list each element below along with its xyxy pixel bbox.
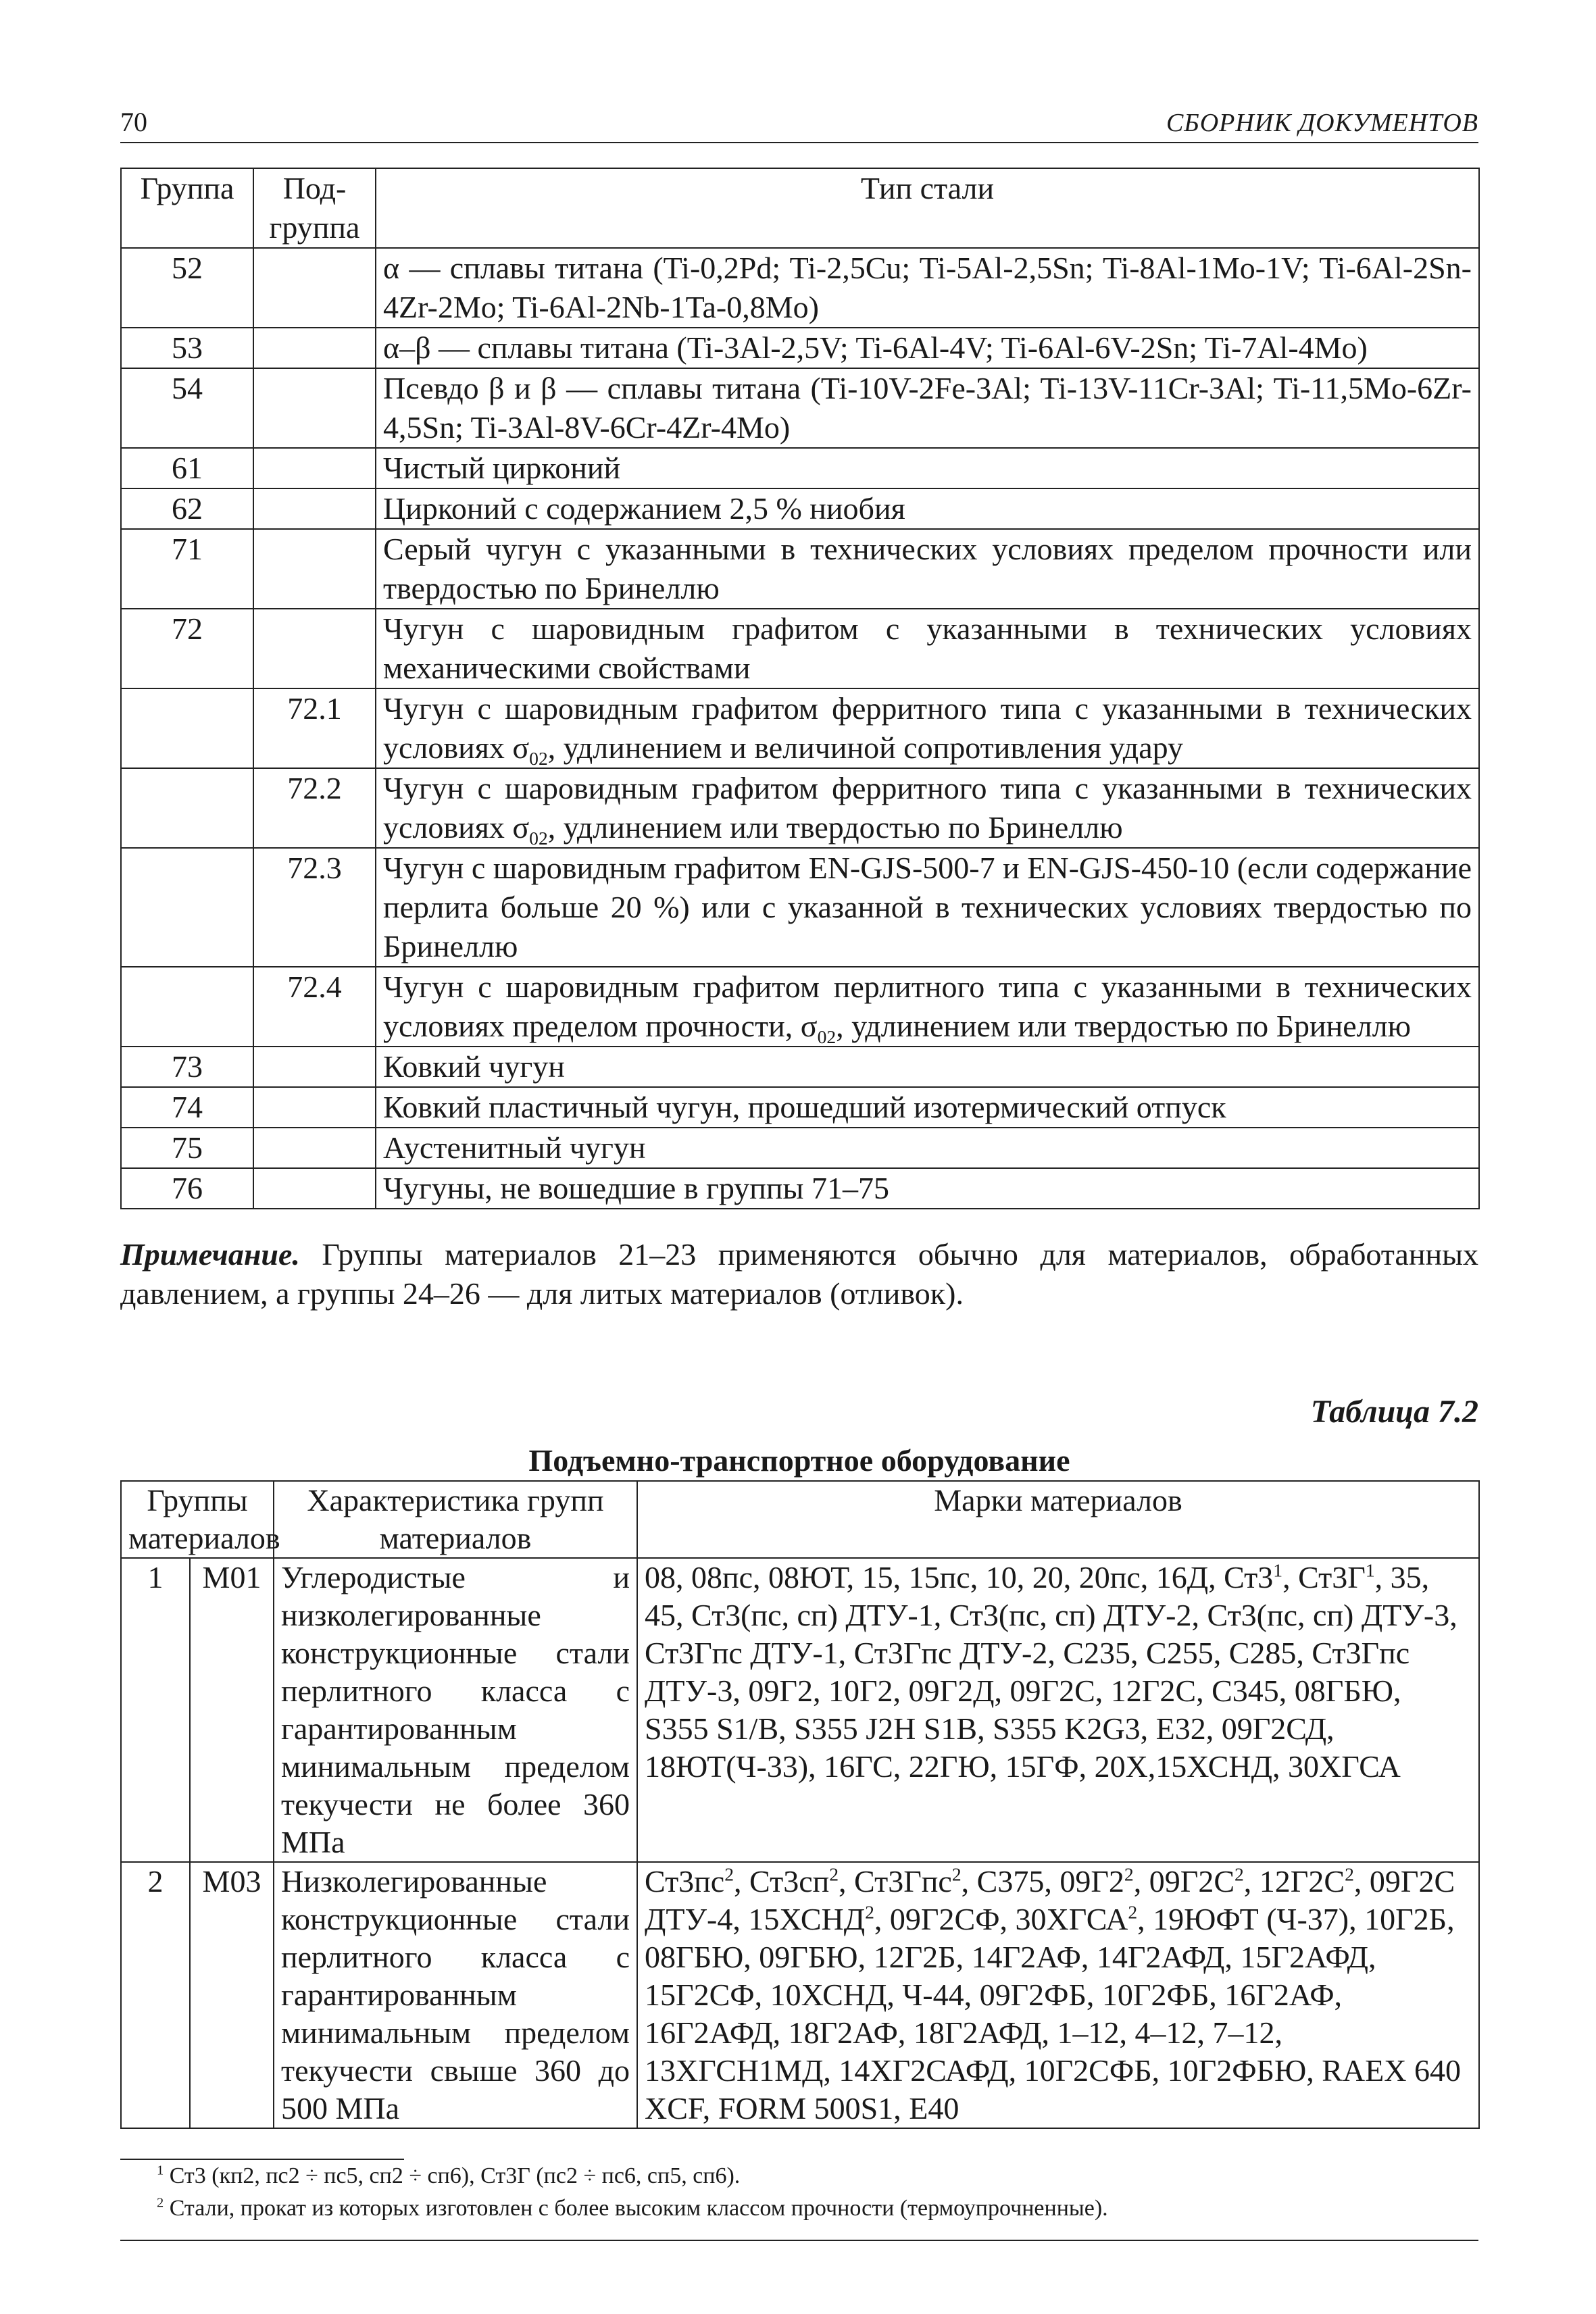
cell-group: 74 [121, 1087, 253, 1128]
table-row [121, 688, 1479, 768]
steel-type-text: Цирконий с содержанием 2,5 % ниобия [383, 491, 905, 526]
table-row [121, 848, 1479, 967]
table-row [121, 1168, 1479, 1209]
footnote-marker: 2 [829, 1863, 839, 1885]
sigma-subscript: 02 [529, 828, 548, 849]
footnote-marker: 1 [1365, 1559, 1375, 1581]
cell-group: 53 [121, 328, 253, 368]
cell-subgroup [253, 328, 376, 368]
document-page [120, 101, 1478, 2241]
sigma-subscript: 02 [529, 748, 548, 770]
cell-steel-type [376, 967, 1479, 1047]
cell-group [121, 688, 253, 768]
header-steel-type-label: Тип стали [860, 171, 995, 205]
steel-type-text: α — сплавы титана (Ti-0,2Pd; Ti-2,5Cu; Ti-5Al-2,5Sn; Ti-8Al-1Mo-1V; Ti-6Al-2Sn-4Zr-2Mo; Ti-6Al-2Nb-1Ta-0,8Mo) [383, 251, 1472, 324]
cell-group: 54 [121, 368, 253, 448]
footnote-marker: 1 [1273, 1559, 1283, 1581]
table-caption: Таблица 7.2 [1310, 1394, 1478, 1430]
cell-subgroup [253, 248, 376, 328]
table-row [121, 448, 1479, 488]
steel-type-text: Чугун с шаровидным графитом ферритного типа с указанными в технических условиях σ [383, 691, 1472, 765]
footnote [157, 2192, 1478, 2225]
footnote-marker: 2 [1235, 1863, 1244, 1885]
cell-group-code: М01 [190, 1558, 274, 1862]
cell-group [121, 768, 253, 848]
cell-steel-type [376, 368, 1479, 448]
table-row [121, 1558, 1479, 1862]
cell-subgroup [253, 488, 376, 529]
steel-type-text-continued: , удлинением и величиной сопротивления удару [547, 730, 1184, 765]
steel-type-text: Чугуны, не вошедшие в группы 71–75 [383, 1171, 889, 1205]
cell-group: 75 [121, 1128, 253, 1168]
header-material-groups-label: Группы материалов [128, 1483, 280, 1555]
sigma-subscript: 02 [817, 1026, 837, 1048]
cell-group: 62 [121, 488, 253, 529]
cell-steel-type [376, 1087, 1479, 1128]
cell-steel-type [376, 688, 1479, 768]
cell-group [121, 848, 253, 967]
footnote-marker: 2 [951, 1863, 962, 1885]
table-row [121, 609, 1479, 688]
cell-characteristic: Низколегированные конструкционные стали перлитного класса с гарантированным минимальным пределом текучести свыше 360 до 500 МПа [274, 1862, 637, 2128]
table-header-row [121, 168, 1479, 248]
header-group-label: Группа [140, 171, 234, 205]
cell-subgroup [253, 448, 376, 488]
footnote-marker: 2 [1345, 1863, 1354, 1885]
cell-group-code: М03 [190, 1862, 274, 2128]
header-material-groups [121, 1481, 280, 1558]
table-title: Подъемно-транспортное оборудование [528, 1443, 1070, 1478]
cell-steel-type [376, 768, 1479, 848]
steel-type-text: Чистый цирконий [383, 451, 621, 485]
grades-text: Ст3пс [645, 1864, 725, 1898]
cell-subgroup: 72.2 [253, 768, 376, 848]
cell-group: 71 [121, 529, 253, 609]
steel-type-text-continued: , удлинением или твердостью по Бринеллю [547, 810, 1123, 845]
cell-steel-type [376, 848, 1479, 967]
bottom-rule [120, 2240, 1478, 2241]
cell-steel-type [376, 1168, 1479, 1209]
cell-grades [637, 1862, 1479, 2128]
cell-subgroup [253, 1168, 376, 1209]
cell-steel-type [376, 328, 1479, 368]
note-paragraph [120, 1235, 1478, 1313]
cell-group: 72 [121, 609, 253, 688]
grades-text: , Ст3сп [734, 1864, 830, 1898]
footnote-marker: 2 [724, 1863, 734, 1885]
cell-steel-type [376, 529, 1479, 609]
table-row [121, 248, 1479, 328]
cell-steel-type [376, 1047, 1479, 1087]
cell-subgroup: 72.3 [253, 848, 376, 967]
grades-text: 08, 08пс, 08ЮТ, 15, 15пс, 10, 20, 20пс, 16Д, Ст3 [645, 1560, 1274, 1594]
cell-group-number: 2 [121, 1862, 190, 2128]
page-number: 70 [120, 107, 147, 137]
cell-steel-type [376, 448, 1479, 488]
header-subgroup-label: Под- группа [269, 171, 360, 245]
note-label: Примечание. [120, 1237, 300, 1272]
header-characteristic [274, 1481, 637, 1558]
cell-group: 52 [121, 248, 253, 328]
cell-steel-type [376, 488, 1479, 529]
table-header-row [121, 1481, 1479, 1558]
cell-group: 61 [121, 448, 253, 488]
table-row [121, 488, 1479, 529]
footnotes [120, 2160, 1478, 2225]
header-grades-label: Марки материалов [934, 1483, 1182, 1517]
table-row [121, 768, 1479, 848]
table-row [121, 1087, 1479, 1128]
grades-text: , Ст3Гпс [839, 1864, 952, 1898]
table-row [121, 967, 1479, 1047]
header-subgroup [253, 168, 376, 248]
cell-group: 76 [121, 1168, 253, 1209]
steel-type-text: Серый чугун с указанными в технических условиях пределом прочности или твердостью по Бринеллю [383, 532, 1472, 605]
steel-types-body [121, 248, 1479, 1209]
steel-type-text: Чугун с шаровидным графитом EN-GJS-500-7 и EN-GJS-450-10 (если содержание перлита больше 20 %) или с указанной в технических условиях твердостью по Бринеллю [383, 851, 1472, 963]
steel-type-text: Ковкий пластичный чугун, прошедший изотермический отпуск [383, 1090, 1226, 1124]
cell-subgroup [253, 368, 376, 448]
footnote-marker: 2 [865, 1901, 874, 1923]
header-group [121, 168, 253, 248]
grades-text: , 35, 45, Ст3(пс, сп) ДТУ-1, Ст3(пс, сп) ДТУ-2, Ст3(пс, сп) ДТУ-3, Ст3Гпс ДТУ-1, Ст3Гпс ДТУ-2, С235, С255, С285, Ст3Гпс ДТУ-3, 09Г2, 10Г2, 09Г2Д, 09Г2С, 12Г2С, С345, 08ГБЮ, S355 S1/B, S355 J2H S1B, S355 K2G3, E32, 09Г2СД, 18ЮТ(Ч-33), 16ГС, 22ГЮ, 15ГФ, 20Х,15ХСНД, 30ХГСА [645, 1560, 1457, 1784]
grades-text: , 09Г2С ДТУ-4, 15ХСНД [645, 1864, 1455, 1936]
cell-group: 73 [121, 1047, 253, 1087]
table-row [121, 368, 1479, 448]
cell-steel-type [376, 609, 1479, 688]
cell-subgroup: 72.4 [253, 967, 376, 1047]
cell-characteristic: Углеродистые и низколегированные конструкционные стали перлитного класса с гарантированным минимальным пределом текучести не более 360 МПа [274, 1558, 637, 1862]
footnote-text: Ст3 (кп2, пс2 ÷ пс5, сп2 ÷ сп6), Ст3Г (пс2 ÷ пс6, сп5, сп6). [164, 2163, 741, 2188]
footnote-mark: 1 [157, 2163, 164, 2178]
cell-group-number: 1 [121, 1558, 190, 1862]
grades-text: , С375, 09Г2 [961, 1864, 1124, 1898]
grades-text: , Ст3Г [1282, 1560, 1366, 1594]
footnote-marker: 2 [1124, 1863, 1134, 1885]
grades-text: , 12Г2С [1243, 1864, 1345, 1898]
note-text: Группы материалов 21–23 применяются обычно для материалов, обработанных давлением, а группы 24–26 — для литых материалов (отливок). [120, 1237, 1478, 1311]
table-row [121, 1128, 1479, 1168]
cell-subgroup [253, 1047, 376, 1087]
steel-type-text: Чугун с шаровидным графитом перлитного типа с указанными в технических условиях пределом прочности, σ [383, 970, 1472, 1043]
cell-grades [637, 1558, 1479, 1862]
grades-text: , 09Г2СФ, 30ХГСА [874, 1902, 1128, 1936]
steel-type-text: Ковкий чугун [383, 1049, 565, 1084]
lifting-equipment-body [121, 1558, 1479, 2128]
header-grades [637, 1481, 1479, 1558]
header-characteristic-label: Характеристика групп материалов [307, 1483, 604, 1555]
grades-text: , 19ЮФТ (Ч-37), 10Г2Б, 08ГБЮ, 09ГБЮ, 12Г2Б, 14Г2АФ, 14Г2АФД, 15Г2АФД, 15Г2СФ, 10ХСНД, Ч-44, 09Г2ФБ, 10Г2ФБ, 16Г2АФ, 16Г2АФД, 18Г2АФ, 18Г2АФД, 1–12, 4–12, 7–12, 13ХГСН1МД, 14ХГ2САФД, 10Г2СФБ, 10Г2ФБЮ, RAEX 640 XCF, FORM 500S1, E40 [645, 1902, 1461, 2126]
table-row [121, 1047, 1479, 1087]
cell-subgroup [253, 1087, 376, 1128]
footnote-text: Стали, прокат из которых изготовлен с более высоким классом прочности (термоупрочненные). [164, 2196, 1108, 2221]
header-steel-type [376, 168, 1479, 248]
footnote [157, 2160, 1478, 2192]
running-title: СБОРНИК ДОКУМЕНТОВ [1166, 109, 1478, 137]
grades-text: , 09Г2С [1133, 1864, 1235, 1898]
table-row [121, 328, 1479, 368]
steel-types-table [120, 168, 1480, 1209]
lifting-equipment-table [120, 1480, 1480, 2129]
steel-type-text: Аустенитный чугун [383, 1130, 646, 1165]
footnote-marker: 2 [1128, 1901, 1138, 1923]
steel-type-text: Чугун с шаровидным графитом ферритного типа с указанными в технических условиях σ [383, 771, 1472, 845]
cell-subgroup: 72.1 [253, 688, 376, 768]
table-row [121, 529, 1479, 609]
cell-subgroup [253, 529, 376, 609]
footnote-mark: 2 [157, 2195, 164, 2211]
cell-steel-type [376, 248, 1479, 328]
steel-type-text: α–β — сплавы титана (Ti-3Al-2,5V; Ti-6Al-4V; Ti-6Al-6V-2Sn; Ti-7Al-4Mo) [383, 330, 1368, 365]
table-row [121, 1862, 1479, 2128]
cell-group [121, 967, 253, 1047]
running-head [120, 101, 1478, 143]
cell-steel-type [376, 1128, 1479, 1168]
steel-type-text-continued: , удлинением или твердостью по Бринеллю [836, 1009, 1411, 1043]
cell-subgroup [253, 609, 376, 688]
steel-type-text: Псевдо β и β — сплавы титана (Ti-10V-2Fe-3Al; Ti-13V-11Cr-3Al; Ti-11,5Mo-6Zr-4,5Sn; Ti-3Al-8V-6Cr-4Zr-4Mo) [383, 371, 1472, 445]
steel-type-text: Чугун с шаровидным графитом с указанными в технических условиях механическими свойствами [383, 611, 1472, 685]
cell-subgroup [253, 1128, 376, 1168]
